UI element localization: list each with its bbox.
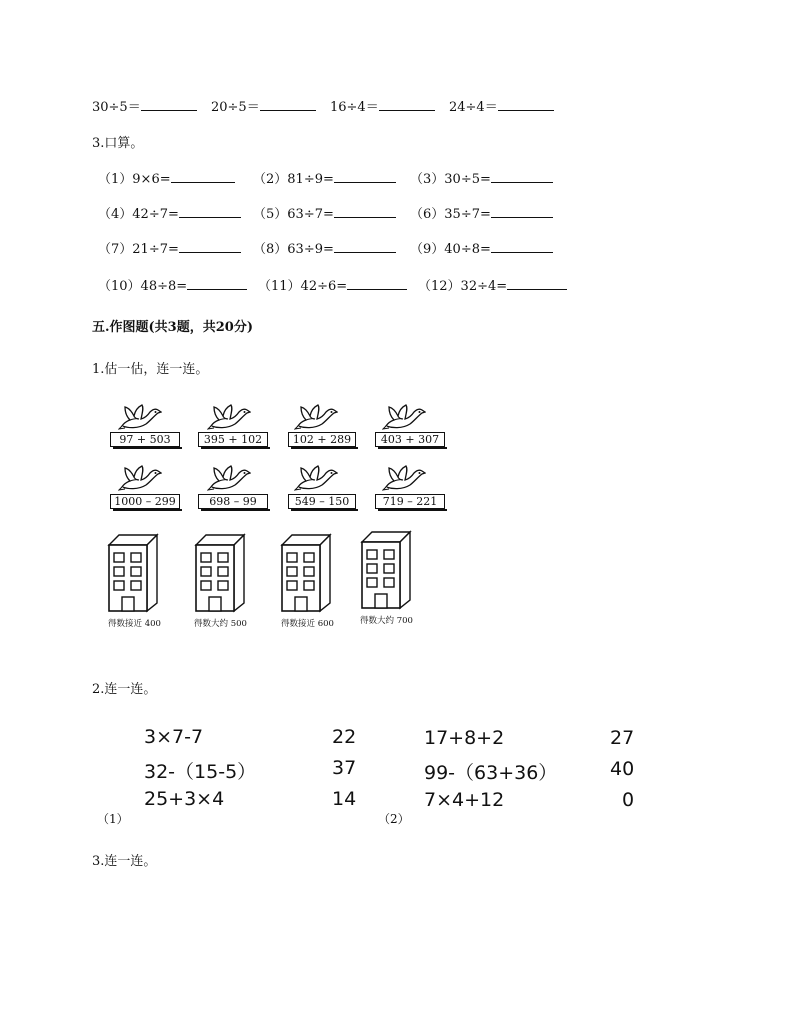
section5-title: 五.作图题(共3题，共20分) xyxy=(92,320,253,335)
bird-icon xyxy=(207,403,251,433)
answer-blank[interactable] xyxy=(498,98,554,111)
bird-expression-tag: 719 – 221 xyxy=(375,494,445,509)
building-label: 得数接近 400 xyxy=(108,619,161,629)
answer-blank[interactable] xyxy=(260,98,316,111)
bird-expression-tag: 395 + 102 xyxy=(198,432,268,447)
q2-title: 2.连一连。 xyxy=(92,682,157,697)
top-expr-3: 16÷4＝ xyxy=(330,100,379,115)
match2-left-3[interactable]: 7×4+12 xyxy=(424,789,505,811)
oral-item: （2）81÷9= xyxy=(253,168,396,187)
bird-expression-tag: 102 + 289 xyxy=(288,432,356,447)
q3-title: 3.连一连。 xyxy=(92,854,157,869)
match1-label: （1） xyxy=(97,812,129,826)
section3-title: 3.口算。 xyxy=(92,136,144,151)
bird-expression-tag: 549 – 150 xyxy=(288,494,356,509)
building-icon xyxy=(190,533,246,613)
top-expr-1: 30÷5＝ xyxy=(92,100,141,115)
match2-right-3[interactable]: 0 xyxy=(622,789,635,811)
bird-icon xyxy=(118,403,162,433)
bird-expression-tag: 97 + 503 xyxy=(110,432,180,447)
match1-right-3[interactable]: 14 xyxy=(332,788,357,810)
oral-item: （5）63÷7= xyxy=(253,203,396,222)
building-icon xyxy=(276,533,332,613)
building-label: 得数大约 700 xyxy=(360,616,413,626)
oral-item: （11）42÷6= xyxy=(258,275,407,294)
building-icon xyxy=(103,533,159,613)
oral-item: （8）63÷9= xyxy=(253,238,396,257)
top-expr-4: 24÷4＝ xyxy=(449,100,498,115)
building-label: 得数大约 500 xyxy=(194,619,247,629)
top-expr-2: 20÷5＝ xyxy=(211,100,260,115)
oral-item: （10）48÷8= xyxy=(98,275,247,294)
oral-item: （6）35÷7= xyxy=(410,203,553,222)
answer-blank[interactable] xyxy=(141,98,197,111)
oral-item: （3）30÷5= xyxy=(410,168,553,187)
top-row xyxy=(92,96,554,115)
bird-icon xyxy=(118,464,162,494)
match1-left-2[interactable]: 32-（15-5） xyxy=(144,761,257,783)
q1-title: 1.估一估，连一连。 xyxy=(92,362,209,377)
oral-item: （12）32÷4= xyxy=(418,275,567,294)
oral-item: （9）40÷8= xyxy=(410,238,553,257)
bird-icon xyxy=(207,464,251,494)
match1-left-3[interactable]: 25+3×4 xyxy=(144,788,225,810)
bird-expression-tag: 403 + 307 xyxy=(375,432,445,447)
bird-expression-tag: 698 – 99 xyxy=(198,494,268,509)
building-label: 得数接近 600 xyxy=(281,619,334,629)
match1-left-1[interactable]: 3×7-7 xyxy=(144,726,204,748)
bird-icon xyxy=(382,403,426,433)
match2-right-2[interactable]: 40 xyxy=(610,758,635,780)
bird-expression-tag: 1000 – 299 xyxy=(110,494,180,509)
match2-right-1[interactable]: 27 xyxy=(610,727,635,749)
match2-left-2[interactable]: 99-（63+36） xyxy=(424,762,558,784)
match2-left-1[interactable]: 17+8+2 xyxy=(424,727,505,749)
bird-icon xyxy=(294,464,338,494)
oral-item: （1）9×6= xyxy=(98,168,235,187)
match1-right-1[interactable]: 22 xyxy=(332,726,357,748)
match1-right-2[interactable]: 37 xyxy=(332,757,357,779)
match2-label: （2） xyxy=(378,812,410,826)
oral-item: （7）21÷7= xyxy=(98,238,241,257)
building-icon xyxy=(356,530,412,610)
answer-blank[interactable] xyxy=(379,98,435,111)
oral-item: （4）42÷7= xyxy=(98,203,241,222)
bird-icon xyxy=(294,403,338,433)
bird-icon xyxy=(382,464,426,494)
